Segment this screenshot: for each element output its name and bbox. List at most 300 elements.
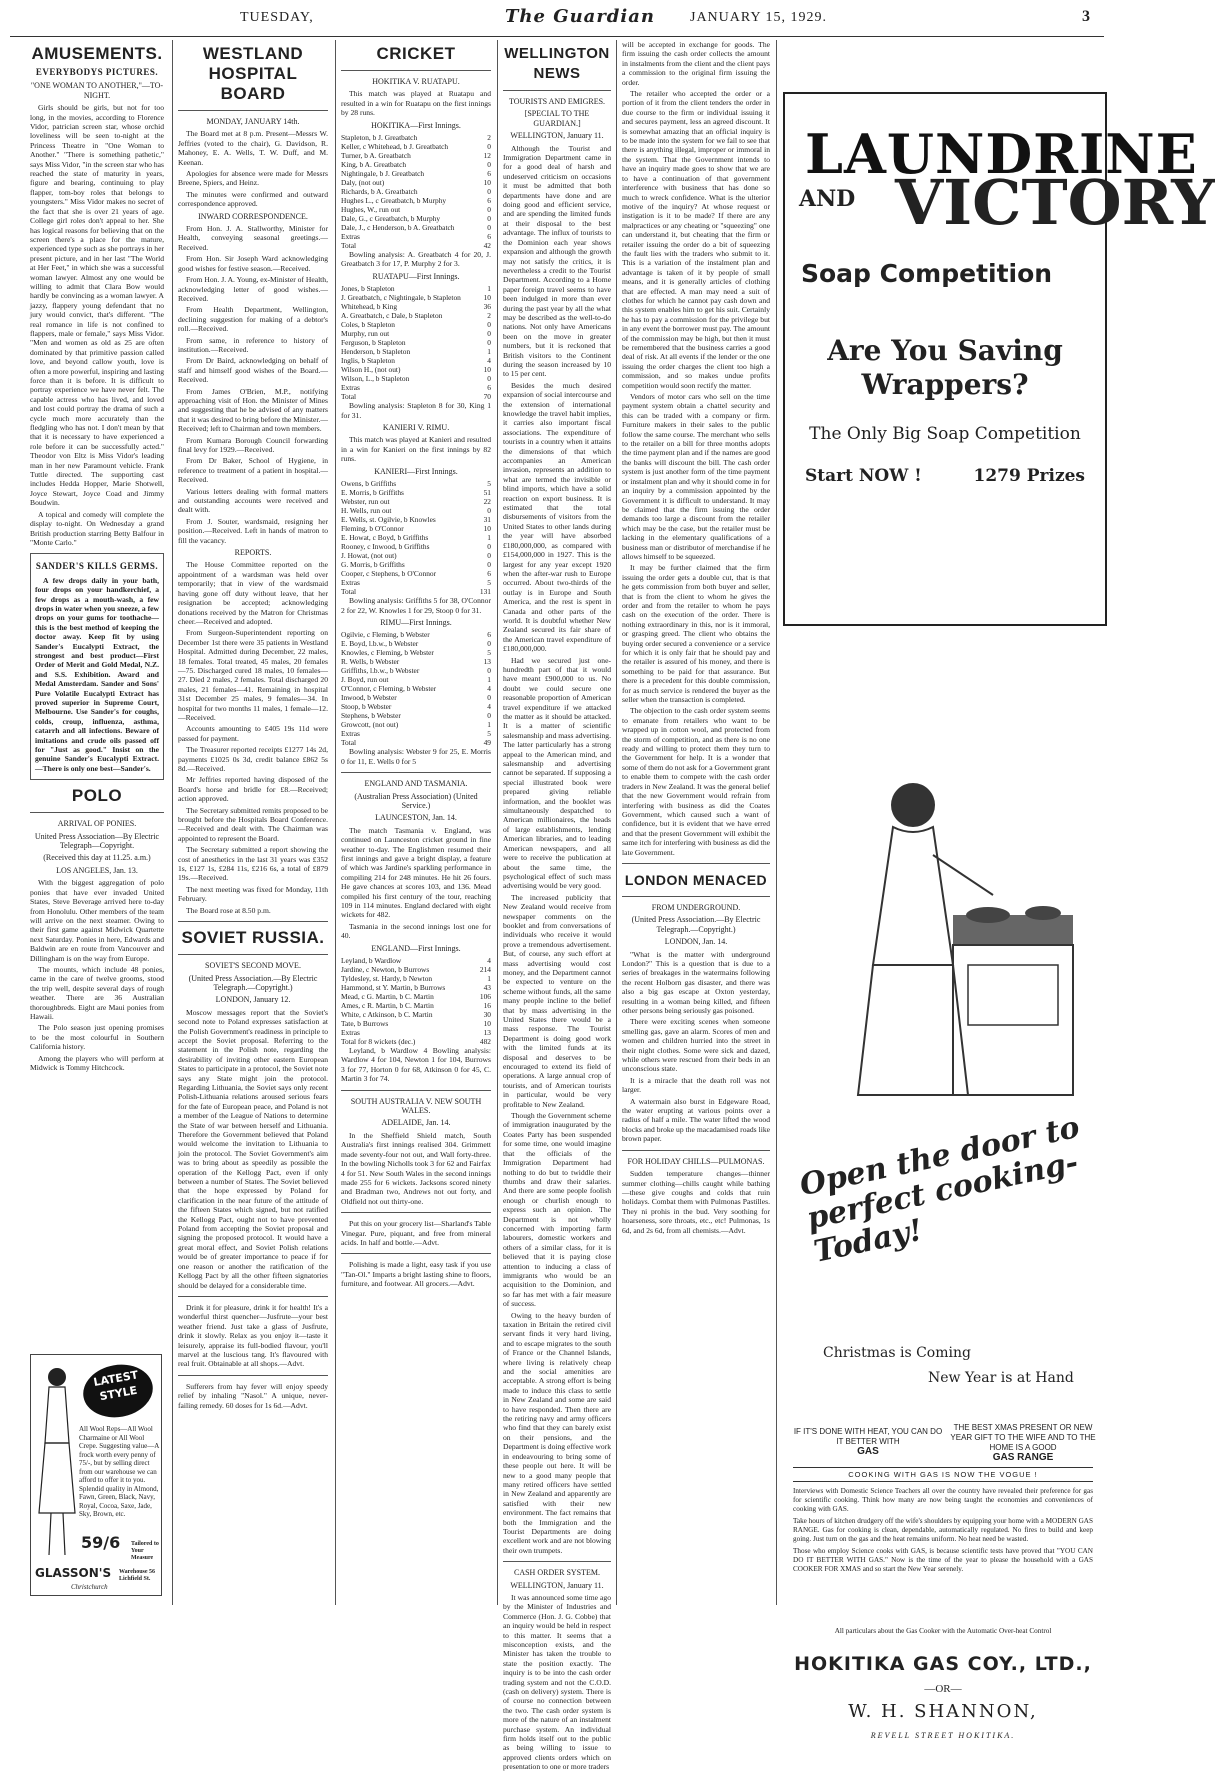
batsman-entry: J. Greatbatch, c Nightingale, b Stapleton — [341, 293, 461, 303]
batsman-entry: Extras — [341, 1028, 360, 1038]
divider — [341, 1212, 491, 1213]
column-rule — [172, 40, 173, 1605]
batsman-entry: Coles, b Stapleton — [341, 320, 395, 330]
batsman-entry: Richards, b A. Greatbatch — [341, 187, 418, 197]
column-amusements — [30, 40, 164, 1350]
score-row — [341, 702, 491, 711]
runs-value: 51 — [483, 488, 491, 498]
gas-range-panel — [948, 1423, 1098, 1463]
runs-value: 0 — [487, 187, 491, 197]
column-hospital-board — [178, 40, 328, 1605]
batsman-entry: O'Connor, c Fleming, b Webster — [341, 684, 437, 694]
runs-value: 30 — [483, 1010, 491, 1020]
article-paragraph: Had we secured just one-hundredth part of that it would have meant £900,000 to us. No doubt we could secure one reasonable proportion of American travel expenditure if we attacked the matter as it should be attacked. It is a matter of scientific salesmanship and mass advertising. The latter particularly has a strong appeal to the American mind, and salesmanship and advertising cannot be separated. If supposing a special illustrated book were prepared giving reliable information, and the booklet was simultaneously despatched to American millionaires, the heads of large establishments, lending American libraries, and to leading American newspapers, and all were to receive the publication at about the same time, the psychological effect of such mass advertising would be very good. — [503, 655, 611, 891]
article-paragraph: From Dr Baker, School of Hygiene, in reference to treatment of a patient in hospital.—Received. — [178, 456, 328, 485]
column-rule — [616, 40, 617, 1605]
divider — [178, 921, 328, 922]
woman-at-gas-range-illustration — [803, 765, 1083, 1165]
score-row — [341, 1001, 491, 1010]
article-paragraph: In the Sheffield Shield match, South Australia's first innings realised 304. Grimmett made seventy-four not out, and Wall forty-three. In the bowling Nicholls took 3 for 62 and Fairfax 4 for 51. New South Wales in the second innings made 255 for 6 wickets. Jacksons scored ninety and Bradman two, Andrews not out forty, and Oldfield not out thirty-one. — [341, 1130, 491, 1206]
article-paragraph: It may be further claimed that the firm issuing the order gets a double cut, that is that he gets commission from both buyer and seller, that is from the client to whom he gives the order and from the retailer to whom he pays cash on the execution of the order. There is nothing extraordinary in this, nor is it immoral, or grasping greed. The client who obtains the buying order secured a convenience or a service for which it is only fair that he should pay and the retailer is assured of his money, and there is something to be paid for that assurance. But there is a precedent for this double commission, for as much service is rendered the buyer as the seller when the transaction is completed. — [622, 563, 770, 705]
runs-value: 1 — [487, 720, 491, 730]
runs-value: 0 — [487, 551, 491, 561]
gas-heat-panel — [793, 1427, 943, 1457]
score-row — [341, 329, 491, 338]
london-dateline: LONDON, Jan. 14. — [664, 937, 728, 947]
divider — [503, 90, 611, 91]
batsman-entry: E. Howat, c Boyd, b Griffiths — [341, 533, 429, 543]
bowling-analysis: Leyland, b Wardlow 4 Bowling analysis: Wardlow 4 for 104, Newton 1 for 104, Burrows 3 for 77, Horton 0 for 68, Atkinson 0 for 45, C. Martin 3 for 74. — [341, 1046, 491, 1084]
gas-particulars: All particulars about the Gas Cooker with the Automatic Over-heat Control — [834, 1627, 1052, 1635]
bowling-analysis: Bowling analysis: Webster 9 for 25, E. Morris 0 for 11, E. Wells 0 for 5 — [341, 747, 491, 766]
bowling-analysis: Bowling analysis: Stapleton 8 for 30, King 1 for 31. — [341, 401, 491, 420]
score-row — [341, 506, 491, 515]
innings-heading: HOKITIKA—First Innings. — [371, 120, 461, 130]
wellington-dateline: WELLINGTON, January 11. — [510, 131, 604, 141]
amusements-heading: AMUSEMENTS. — [31, 44, 163, 63]
score-row — [341, 542, 491, 551]
article-paragraph: Moscow messages report that the Soviet's second note to Poland expresses satisfaction at the Polish Government's readiness in principle to accept the Soviet proposal. Referring to the statement in the Polish note, regarding the desirability of inviting other eastern European States to participate in a protocol, the Soviet note says any State might join the protocol. Regarding Lithuania, the Soviet says only recent Polish-Lithuania relations aroused serious fears for the fate of European peace, and Poland is not a member of the League of Nations to determine the State of war between herself and Lithuania. Therefore the Government believed that Poland would welcome the invitation to Lithuania to join the protocol. The Soviet Government's aim was to bring about as speedily as possible the operation of the Kellogg Pact, even if only between a number of States. The Soviet believed that the hope expressed by Poland for clarification in the near future of the attitude of the fifteen States which signed, but not ratified the Kellogg Pact, ought not to have prevented Poland from accepting the Soviet proposal and signing the proposed protocol. It would have a great moral effect, and Soviet Polish relations would be of greater importance to peace if for one reason or another the ratification of the Kellogg Pact by all the other fifteen signatories should be delayed for a considerable time. — [178, 1007, 328, 1290]
divider — [341, 1090, 491, 1091]
batsman-entry: Total for 8 wickets (dec.) — [341, 1037, 416, 1047]
cricket-heading: CRICKET — [376, 44, 456, 63]
column-rule — [776, 40, 777, 1605]
score-row — [341, 648, 491, 657]
article-paragraph: The match Tasmania v. England, was continued on Launceston cricket ground in fine weather to-day. The Englishmen resumed their first innings and gave a bright display, a feature of which was Jardine's sparkling performance in compiling 214 for 248 minutes. He hit 26 fours. He gave chances at scores 103, and 136. Mead compiled his first century of the tour, reaching 109 in 114 minutes. England declared with eight wickets for 482. — [341, 825, 491, 920]
batsman-entry: Stoop, b Webster — [341, 702, 392, 712]
jusfrute-advert: Drink it for pleasure, drink it for health! It's a wonderful thirst quencher—Jusfrute—your best weather friend. Just take a glass of Jusfrute, drink it slowly. Relax as you enjoy it—taste it leisurely, appraise its full-bodied flavour, you'll marvel at the luscious tang. It's flavoured with real fruit. Obtainable at all shops.—Advt. — [178, 1302, 328, 1369]
score-row — [341, 533, 491, 542]
score-row — [341, 178, 491, 187]
runs-value: 0 — [487, 506, 491, 516]
score-row — [341, 569, 491, 578]
article-paragraph: "What is the matter with underground London?" This is a question that is due to a series of breakages in the watermains following the recent Holborn gas disaster, and there was also a big gas escape at Oxton yesterday, resulting in a woman being killed, and fifteen other persons being seriously gas poisoned. — [622, 949, 770, 1015]
runs-value: 5 — [487, 578, 491, 588]
runs-value: 6 — [487, 232, 491, 242]
scorecard-ruatapu — [341, 284, 491, 401]
polo-dateline: LOS ANGELES, Jan. 13. — [56, 865, 138, 875]
runs-value: 31 — [483, 515, 491, 525]
article-paragraph: From Hon. Sir Joseph Ward acknowledging good wishes for festive season.—Received. — [178, 254, 328, 273]
runs-value: 4 — [487, 356, 491, 366]
score-row — [341, 551, 491, 560]
london-menaced-heading: LONDON MENACED — [624, 871, 768, 888]
batsman-entry: Total — [341, 392, 357, 402]
amusements-subheading: EVERYBODYS PICTURES. — [35, 67, 159, 77]
article-paragraph: The objection to the cash order system seems to emanate from retailers who want to be wrapped up in cotton wool, and protected from the storm of competition, and as there is no one ready and willing to protect them they turn to the Government for help. It is a wonder that some of them do not ask for a Government grant to enable them to compete with the cash order traders in New Zealand. It was the general belief that the new Government would refrain from interfering with business as did the Coates Government, which caused such a want of confidence, but it is evident that we have erred and that the present Government will exhibit the same itch for interfering with business as did the late Government. — [622, 706, 770, 857]
batsman-entry: Hughes L., c Greatbatch, b Murphy — [341, 196, 447, 206]
batsman-entry: Stapleton, b J. Greatbatch — [341, 133, 418, 143]
article-paragraph: Mr Jeffries reported having disposed of the Board's horse and bridle for £8.—Received; action approved. — [178, 775, 328, 804]
article-paragraph: Though the Government scheme of immigration inaugurated by the Coates Party has been suspended for some time, one would imagine that the officials of the Immigration Department had nothing to do but to twiddle their thumbs and draw their salaries. And there are some people foolish enough or churlish enough to express such an opinion. The Department is not wholly concerned with importing farm labourers, domestic workers and others of a similar class, for it is believed that it is paying close attention to inducing a class of immigrants who would be an acquisition to the Dominion, and so far has met with a fair measure of success. — [503, 1111, 611, 1309]
score-row — [341, 684, 491, 693]
article-paragraph: will be accepted in exchange for goods. The firm issuing the cash order collects the amount in instalments from the client and the client pays a commission to the original firm issuing the order. — [622, 40, 770, 87]
runs-value: 0 — [487, 693, 491, 703]
runs-value: 0 — [487, 160, 491, 170]
runs-value: 43 — [483, 983, 491, 993]
divider — [30, 812, 164, 813]
article-paragraph: Accounts amounting to £405 19s 11d were passed for payment. — [178, 724, 328, 743]
soviet-source: (United Press Association.—By Electric Telegraph.—Copyright.) — [188, 973, 318, 992]
score-row — [341, 488, 491, 497]
runs-value: 0 — [487, 639, 491, 649]
score-row — [341, 1028, 491, 1037]
score-row — [341, 338, 491, 347]
only-big-competition: The Only Big Soap Competition — [809, 424, 1081, 444]
match-title: HOKITIKA V. RUATAPU. — [372, 77, 460, 86]
batsman-entry: Ogilvie, c Fleming, b Webster — [341, 630, 430, 640]
match-title: SOUTH AUSTRALIA V. NEW SOUTH WALES. — [350, 1096, 482, 1116]
runs-value: 106 — [479, 992, 491, 1002]
batsman-entry: Turner, b A. Greatbatch — [341, 151, 411, 161]
runs-value: 6 — [487, 569, 491, 579]
runs-value: 12 — [483, 151, 491, 161]
runs-value: 6 — [487, 630, 491, 640]
cash-order-heading: CASH ORDER SYSTEM. — [513, 1568, 600, 1578]
runs-value: 482 — [479, 1037, 491, 1047]
score-row — [341, 666, 491, 675]
score-row — [341, 675, 491, 684]
score-row — [341, 223, 491, 232]
score-row — [341, 320, 491, 329]
shannon-address: REVELL STREET HOKITIKA. — [870, 1731, 1016, 1740]
runs-value: 13 — [483, 1028, 491, 1038]
score-row — [341, 983, 491, 992]
innings-heading: RUATAPU—First Innings. — [372, 271, 460, 281]
article-paragraph: The Secretary submitted a report showing the cost of anesthetics in the last 31 years was £352 1s, £127 1s, £284 11s, £216 6s, a total of £879 19s.—Received. — [178, 845, 328, 883]
runs-value: 0 — [487, 666, 491, 676]
runs-value: 36 — [483, 302, 491, 312]
batsman-entry: Webster, run out — [341, 497, 390, 507]
batsman-entry: Total — [341, 738, 357, 748]
article-paragraph: From J. Souter, wardsmaid, resigning her position.—Received. Left in hands of matron to fill the vacancy. — [178, 516, 328, 545]
runs-value: 0 — [487, 223, 491, 233]
score-row — [341, 479, 491, 488]
batsman-entry: Murphy, run out — [341, 329, 390, 339]
batsman-entry: J. Boyd, run out — [341, 675, 389, 685]
masthead-rule — [10, 36, 1104, 37]
sanders-heading: SANDER'S KILLS GERMS. — [35, 561, 159, 572]
score-row — [341, 693, 491, 702]
divider — [178, 110, 328, 111]
score-row — [341, 720, 491, 729]
score-row — [341, 169, 491, 178]
runs-value: 0 — [487, 142, 491, 152]
polo-received: (Received this day at 11.25. a.m.) — [43, 853, 151, 863]
article-paragraph: Owing to the heavy burden of taxation in Britain the retired civil servant finds it very hard living, and to escape migrates to the south of France or the Channel Islands, where living is relatively cheap and the social amenities are acceptable. A strong effort is being made to induce this class to settle in New Zealand and some are said to have responded. Then there are the retiring navy and army officers who find that they can barely exist on their pensions, and the Department is doing effective work in endeavouring to bring some of these people out here. It will be new to a good many people that many retired officers have settled in New Zealand and apparently are satisfied with their new environment. The fact remains that both the Immigration and the Tourist Departments are doing excellent work and are not blowing their own trumpets. — [503, 1310, 611, 1555]
article-paragraph: Vendors of motor cars who sell on the time payment system obtain a chattel security and this can be traded with a company or firm. Furniture makers in their sales to the public follow the same course. The merchant who sells to the retailer on a bill for three months adopts the time payment plan and if the names are good the banks will discount the bill. The cash order system is just another form of the time payment or instalment plan and why it should come in for an inquiry by a commission appointed by the Government it is difficult to understand. It may be claimed that the firm issuing the order demands too large a discount from the retailer which may be the case, but the retailer must be lacking in the elementary qualifications of a business man or distributor of merchandise if he allows himself to be squeezed. — [622, 392, 770, 561]
article-paragraph: From Surgeon-Superintendent reporting on December 1st there were 35 patients in Westland Hospital. Admitted during December, 22 males, 18 females. Total treated, 45 males, 20 females—75. Discharged cured 18 males, 10 females—27. Died 2 males, 2 females. Total discharged 20 males, 21 females—41. Remaining in hospital 31st December 25 males, 9 females—34. In hospital for two months 11 males, 1 female—12.—Received. — [178, 628, 328, 722]
article-paragraph: This match was played at Kanieri and resulted in a win for Kanieri on the first innings by 82 runs. — [341, 435, 491, 464]
gas-body-paragraph: Those who employ Science cooks with GAS, is because scientific tests have proved that "YOU CAN DO IT BETTER WITH GAS." Now is the time of the year to please the household with a GAS COOKER FOR XMAS and so start the New Year serenely. — [793, 1547, 1093, 1573]
divider — [178, 954, 328, 955]
masthead-date: JANUARY 15, 1929. — [690, 10, 828, 25]
score-row — [341, 133, 491, 142]
batsman-entry: Wilson H., (not out) — [341, 365, 401, 375]
score-row — [341, 205, 491, 214]
runs-value: 1 — [487, 533, 491, 543]
polo-heading: POLO — [71, 786, 123, 806]
batsman-entry: J. Howat, (not out) — [341, 551, 397, 561]
score-row — [341, 738, 491, 747]
soviet-heading: SOVIET RUSSIA. — [181, 928, 325, 948]
runs-value: 0 — [487, 205, 491, 215]
score-row — [341, 524, 491, 533]
divider — [178, 1296, 328, 1297]
batsman-entry: Stephens, b Webster — [341, 711, 401, 721]
score-row — [341, 1037, 491, 1046]
article-paragraph: From Dr Baird, acknowledging on behalf of staff and himself good wishes of the Board.—Received. — [178, 356, 328, 385]
article-paragraph: The retailer who accepted the order or a portion of it from the client tenders the order in due course to the firm or individual issuing it and secures payment, less an agreed discount. It is somewhat amazing that an official inquiry is to be made into the system for we fail to see that there is anything illegal, improper or immoral in the system. That the Government intends to have an inquiry made goes to show that we are to have a continuation of that government interference with business that has done so much to wreck confidence. What is the ulterior motive of the inquiry? At whose request or instigation is it to be made? If there are any malpractices or any cheating or "squeezing" one can understand it, but cheating that the firm or retailer issuing the order do a bit of squeezing the fault lies with the traders who submit to it. This is a variation of the instalment plan and advantage is taken of it by people of small means, and it is generally articles of clothing that are effected. A man may need a suit of clothes for which he cannot pay cash down and this system enables him to get his suit. Certainly he has to pay a commission for the privilege but in any event the borrower must pay. The amount of the commission may be high, but then it must be remembered that the business carries a good deal of risk. At all events if the lender or the one issuing the order charges the client too high a commission, and so makes undue profits competition would soon rectify the matter. — [622, 89, 770, 390]
runs-value: 0 — [487, 338, 491, 348]
scorecard-rimu — [341, 630, 491, 747]
start-now-text: Start NOW ! — [805, 466, 922, 486]
article-paragraph: The increased publicity that New Zealand would receive from newspaper comments on the booklet and from conversations of individuals who receive it would prove a tremendous advertisement. But, of course, any such effort at mass advertising would cost money, and the Department cannot be expected to venture on the scheme without funds, all the same many people incline to the belief that by mass advertising in the United States there would be a mass response. The Tourist Department is doing good work with the limited funds at its disposal and deserves to be encouraged to extend its field of operations. A large annual crop of tourists, and of American tourists in particular, would be very profitable to New Zealand. — [503, 892, 611, 1109]
reports-heading: REPORTS. — [234, 548, 272, 558]
runs-value: 10 — [483, 365, 491, 375]
article-paragraph: From Hon. J. A. Young, ex-Minister of Health, acknowledging letter of good wishes.—Received. — [178, 275, 328, 303]
score-row — [341, 347, 491, 356]
laundrine-wordmark: LAUNDRINE — [805, 122, 1198, 186]
batsman-entry: King, b A. Greatbatch — [341, 160, 407, 170]
batsman-entry: Growcott, (not out) — [341, 720, 399, 730]
shannon-name: W. H. SHANNON, — [848, 1701, 1038, 1722]
pulmonas-advert: Sudden temperature changes—thinner summer clothing—chills caught while bathing—these give coughs and colds that ruin holidays. Combat them with Pulmonas Pastilles. They ni prohis in the bud. Very soothing for hoarseness, sore throats, etc., etc! Pulmonas, 1s 6d, and 2s 6d, from all chemists.—Advt. — [622, 1169, 770, 1235]
batsman-entry: Tate, b Burrows — [341, 1019, 389, 1029]
score-row — [341, 956, 491, 965]
batsman-entry: Knowles, c Fleming, b Webster — [341, 648, 434, 658]
runs-value: 42 — [483, 241, 491, 251]
batsman-entry: Ferguson, b Stapleton — [341, 338, 406, 348]
batsman-entry: Dale, J., c Henderson, b A. Greatbatch — [341, 223, 455, 233]
score-row — [341, 374, 491, 383]
batsman-entry: Hammond, st Y. Martin, b Burrows — [341, 983, 446, 993]
batsman-entry: Leyland, b Wardlow — [341, 956, 402, 966]
batsman-entry: Dale, G., c Greatbatch, b Murphy — [341, 214, 441, 224]
runs-value: 214 — [479, 965, 491, 975]
score-row — [341, 196, 491, 205]
score-row — [341, 302, 491, 311]
pulmonas-heading: FOR HOLIDAY CHILLS—PULMONAS. — [627, 1156, 765, 1166]
runs-value: 10 — [483, 178, 491, 188]
article-paragraph: From same, in reference to history of institution.—Received. — [178, 335, 328, 354]
article-paragraph: The mounts, which include 48 ponies, came in the care of twelve grooms, stood the trip well, despite several days of rough weather. There are 36 Australian thoroughbreds. Eight are Maui ponies from Hawaii. — [30, 964, 164, 1021]
article-paragraph: The House Committee reported on the appointment of a wardsman was held over temporarily; that in view of the wardsmaid having gone off duty without leave, that her resignation be accepted; acknowledging donations received by the Matron for Christmas cheer.—Received and adopted. — [178, 560, 328, 626]
batsman-entry: Cooper, c Stephens, b O'Connor — [341, 569, 437, 579]
article-paragraph: This match was played at Ruatapu and resulted in a win for Ruatapu on the first innings by 28 runs. — [341, 89, 491, 118]
article-paragraph: The Treasurer reported receipts £1277 14s 2d, payments £1025 0s 3d, credit balance £862 5s 8d.—Received. — [178, 745, 328, 773]
runs-value: 10 — [483, 1019, 491, 1029]
article-paragraph: From Health Department, Wellington, declining suggestion for making of a debtor's roll.—Received. — [178, 305, 328, 334]
glassons-tailored: Tailored to Your Measure — [131, 1541, 159, 1561]
polo-source: United Press Association—By Electric Telegraph—Copyright. — [34, 831, 160, 851]
batsman-entry: E. Morris, b Griffiths — [341, 488, 404, 498]
gas-body-text — [793, 1487, 1093, 1574]
divider — [341, 772, 491, 773]
batsman-entry: Total — [341, 241, 357, 251]
match-title: ENGLAND AND TASMANIA. — [364, 779, 468, 789]
batsman-entry: Ames, c R. Martin, b C. Martin — [341, 1001, 434, 1011]
runs-value: 4 — [487, 684, 491, 694]
glassons-price: 59/6 — [81, 1533, 121, 1552]
eng-dateline: LAUNCESTON, Jan. 14. — [375, 813, 457, 823]
glassons-warehouse: Warehouse 56 Lichfield St. — [119, 1569, 156, 1582]
batsman-entry: Jardine, c Newton, b Burrows — [341, 965, 430, 975]
inward-heading: INWARD CORRESPONDENCE. — [198, 211, 308, 221]
prizes-count: 1279 Prizes — [973, 466, 1085, 486]
score-row — [341, 639, 491, 648]
tan-ol-advert: Polishing is made a light, easy task if you use "Tan-Ol." Imparts a bright lasting shine to floors, furniture, and footwear. All grocers.—Advt. — [341, 1260, 491, 1289]
scorecard-kanieri — [341, 479, 491, 596]
score-row — [341, 383, 491, 392]
batsman-entry: Whitehead, b King — [341, 302, 398, 312]
column-cash-order-cont — [622, 40, 770, 1605]
runs-value: 0 — [487, 560, 491, 570]
score-row — [341, 657, 491, 666]
column-rule — [335, 40, 336, 1605]
masthead-paper-name: The Guardian — [505, 6, 655, 27]
bowling-analysis: Bowling analysis: Griffiths 5 for 38, O'Connor 2 for 22, W. Knowles 1 for 29, Stoop 0 for 31. — [341, 596, 491, 615]
new-year-at-hand: New Year is at Hand — [928, 1370, 1074, 1386]
woman-figure-illustration — [35, 1363, 79, 1563]
batsman-entry: R. Wells, b Webster — [341, 657, 400, 667]
divider — [178, 1375, 328, 1376]
score-row — [341, 365, 491, 374]
column-rule — [497, 40, 498, 1605]
runs-value: 0 — [487, 711, 491, 721]
score-row — [341, 587, 491, 596]
masthead-day: TUESDAY, — [240, 10, 314, 25]
batsman-entry: Extras — [341, 578, 360, 588]
batsman-entry: Extras — [341, 232, 360, 242]
score-row — [341, 214, 491, 223]
article-paragraph: A watermain also burst in Edgeware Road, the water erupting at various points over a radius of half a mile. The water lifted the wood blocks and broke up the macadamised roads like brown paper. — [622, 1096, 770, 1144]
batsman-entry: Extras — [341, 383, 360, 393]
runs-value: 1 — [487, 974, 491, 984]
article-paragraph: There were exciting scenes when someone smelling gas, gave an alarm. Scores of men and women and children hurried into the street in their night clothes. Some were sick and dazed, while others were rescued from their beds in an unconscious state. — [622, 1017, 770, 1074]
wellington-news-heading: WELLINGTON NEWS — [504, 45, 610, 82]
divider — [622, 863, 770, 864]
article-paragraph: A topical and comedy will complete the display to-night. On Wednesday a grand British production starring Betty Balfour in "Monte Carlo." — [30, 509, 164, 547]
score-row — [341, 187, 491, 196]
soviet-dateline: LONDON, January 12. — [215, 995, 291, 1005]
score-row — [341, 497, 491, 506]
divider — [341, 1253, 491, 1254]
runs-value: 2 — [487, 133, 491, 143]
score-row — [341, 560, 491, 569]
polo-subheading: ARRIVAL OF PONIES. — [57, 819, 137, 829]
batsman-entry: Inglis, b Stapleton — [341, 356, 395, 366]
score-row — [341, 151, 491, 160]
column-cricket — [341, 40, 491, 1605]
batsman-entry: E. Boyd, l.b.w., b Webster — [341, 639, 419, 649]
article-paragraph: The Polo season just opening promises to be the most colourful in Southern California history. — [30, 1023, 164, 1052]
runs-value: 5 — [487, 479, 491, 489]
batsman-entry: Henderson, b Stapleton — [341, 347, 411, 357]
or-text: —OR— — [924, 1683, 962, 1695]
article-paragraph: Although the Tourist and Immigration Department came in for a good deal of harsh and undeserved criticism on occasions it must be admitted that both departments have done and are doing good and efficient service, and are spending the limited funds at their disposal to the best advantage. The influx of tourists to the Dominion each year shows expansion and although the growth may not satisfy the critics, it is nevertheless a credit to the Tourist Department. According to a Home paper foreign travel seems to have been indulged in more than ever during the past year by all the what may be described as the well-to-do nations. Not only have Americans been on the move in greater numbers, but it is reckoned that British visitors to the Continent during the season increased by 10 to 15 per cent. — [503, 143, 611, 379]
batsman-entry: Keller, c Whitehead, b J. Greatbatch — [341, 142, 449, 152]
london-source: (United Press Association.—By Electric Telegraph.—Copyright.) — [631, 915, 761, 934]
gas-word: GAS — [857, 1446, 879, 1457]
wellington-subheading: TOURISTS AND EMIGRES. — [508, 97, 606, 106]
runs-value: 6 — [487, 196, 491, 206]
score-row — [341, 630, 491, 639]
sa-dateline: ADELAIDE, Jan. 14. — [381, 1118, 451, 1128]
hokitika-gas-company: HOKITIKA GAS COY., LTD., — [794, 1653, 1092, 1675]
runs-value: 1 — [487, 675, 491, 685]
article-paragraph: Besides the much desired expansion of social intercourse and the extension of international knowledge the travel habit implies, it carries also important fiscal associations. The expenditure of tourists in a country when it attains the dimensions of that which accompanies an American invasion, represents an addition to what are termed the invisible or blind imports, which have a solid reaction on export business. It is estimated that the total disbursements of visitors from the United States to other lands during the year will have absorbed £180,000,000, as compared with £154,000,000 in 1927. This is the largest for any year except 1920 when the after-war rush to Europe occurred. About two-thirds of the outlay is in Europe and South America, and the rest is spent in Canada and other parts of the world. It is doubtful whether New Zealand secured its fair share of the American travel expenditure of £180,000,000. — [503, 380, 611, 654]
runs-value: 4 — [487, 956, 491, 966]
open-the-door-slogan: Open the door to perfect cooking-Today! — [796, 1109, 1083, 1270]
victory-wordmark: VICTORY — [895, 166, 1215, 239]
article-paragraph: From Kumara Borough Council forwarding final levy for 1929.—Received. — [178, 435, 328, 454]
score-row — [341, 311, 491, 320]
score-row — [341, 160, 491, 169]
article-paragraph: It is a miracle that the death roll was not larger. — [622, 1075, 770, 1095]
batsman-entry: Mead, c G. Martin, b C. Martin — [341, 992, 434, 1002]
score-row — [341, 1019, 491, 1028]
batsman-entry: Owens, b Griffiths — [341, 479, 397, 489]
soap-competition-title: Soap Competition — [801, 259, 1053, 288]
gas-heat-text: IF IT'S DONE WITH HEAT, YOU CAN DO IT BETTER WITH — [793, 1427, 943, 1446]
bowling-analysis: Bowling analysis: A. Greatbatch 4 for 20, J. Greatbatch 3 for 17, P. Murphy 2 for 3. — [341, 250, 491, 269]
runs-value: 10 — [483, 293, 491, 303]
batsman-entry: Inwood, b Webster — [341, 693, 397, 703]
scorecard-england — [341, 956, 491, 1046]
batsman-entry: Griffiths, l.b.w., b Webster — [341, 666, 420, 676]
article-paragraph: The minutes were confirmed and outward correspondence approved. — [178, 189, 328, 209]
score-row — [341, 992, 491, 1001]
runs-value: 0 — [487, 542, 491, 552]
page-number: 3 — [1082, 8, 1091, 25]
score-row — [341, 241, 491, 250]
article-paragraph: With the biggest aggregation of polo ponies that have ever invaded United States, Steve Beverage arrived here to-day from Honolulu. Other members of the team will arrive on the next steamer. Owing to their first game against Midwick Quartette next Saturday. Ponies in here, Edwards and Baldwin are en route from Vancouver and Dillingham is on the way from Europe. — [30, 878, 164, 963]
score-row — [341, 142, 491, 151]
runs-value: 0 — [487, 329, 491, 339]
runs-value: 6 — [487, 383, 491, 393]
runs-value: 5 — [487, 648, 491, 658]
divider — [341, 70, 491, 71]
article-paragraph: From James O'Brien, M.P., notifying approaching visit of Hon. the Minister of Mines and suggesting that he be advised of any matters that it was desired to bring before the Minister.—Received; left to Chairman and town members. — [178, 386, 328, 434]
innings-heading: RIMU—First Innings. — [380, 617, 452, 627]
article-paragraph: Tasmania in the second innings lost one for 40. — [341, 921, 491, 941]
batsman-entry: Jones, b Stapleton — [341, 284, 395, 294]
gas-range-word: GAS RANGE — [992, 1452, 1054, 1463]
gas-body-paragraph: Interviews with Domestic Science Teachers all over the country have revealed their preference for gas for scientific cooking. Think how many are now being taught the economies and conveniences of cooking with GAS. — [793, 1487, 1093, 1513]
batsman-entry: A. Greatbatch, c Dale, b Stapleton — [341, 311, 443, 321]
divider — [503, 1561, 611, 1562]
runs-value: 4 — [487, 702, 491, 712]
batsman-entry: E. Wells, st. Ogilvie, b Knowles — [341, 515, 436, 525]
column-wellington-news — [503, 40, 611, 1772]
batsman-entry: Extras — [341, 729, 360, 739]
innings-heading: ENGLAND—First Innings. — [371, 943, 461, 953]
sanders-ad — [30, 553, 164, 780]
start-now-row — [805, 466, 1085, 486]
score-row — [341, 965, 491, 974]
article-paragraph: The next meeting was fixed for Monday, 11th February. — [178, 884, 328, 904]
latest-style-badge: LATEST STYLE — [79, 1359, 157, 1422]
gas-cooking-ad — [783, 645, 1103, 1740]
score-row — [341, 392, 491, 401]
article-paragraph: The Secretary submitted remits proposed to be brought before the Hospitals Board Conference.—Received and dealt with. The Chairman was appointed to represent the Board. — [178, 805, 328, 843]
batsman-entry: Hughes, W., run out — [341, 205, 401, 215]
runs-value: 0 — [487, 214, 491, 224]
batsman-entry: Rooney, c Inwood, b Griffiths — [341, 542, 430, 552]
runs-value: 131 — [479, 587, 491, 597]
london-subheading: FROM UNDERGROUND. — [651, 902, 741, 912]
